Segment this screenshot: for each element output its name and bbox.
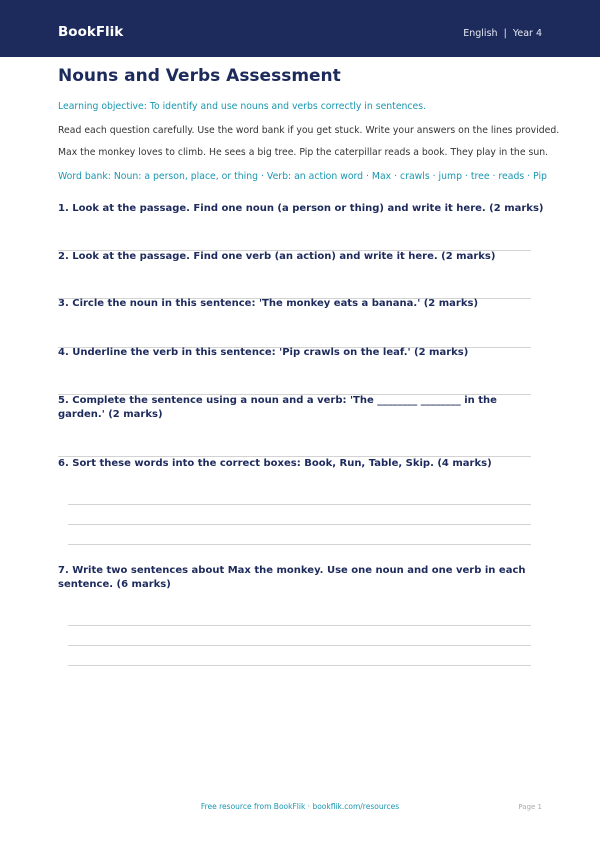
question-4: 4. Underline the verb in this sentence: 'Pip crawls on the leaf.' (2 marks) [58, 347, 469, 358]
answer-line[interactable] [68, 645, 531, 646]
reading-passage: Max the monkey loves to climb. He sees a big tree. Pip the caterpillar reads a book. They play in the sun. [58, 147, 549, 158]
answer-line[interactable] [68, 665, 531, 666]
answer-line[interactable] [68, 544, 531, 545]
question-3: 3. Circle the noun in this sentence: 'The monkey eats a banana.' (2 marks) [58, 298, 479, 309]
brand-logo-text: BookFlik [58, 24, 124, 40]
question-1: 1. Look at the passage. Find one noun (a person or thing) and write it here. (2 marks) [58, 203, 544, 214]
question-5: 5. Complete the sentence using a noun and a verb: 'The ________ ________ in the garden.' (2 marks) [58, 395, 497, 420]
question-2: 2. Look at the passage. Find one verb (an action) and write it here. (2 marks) [58, 251, 496, 262]
footer-credit: Free resource from BookFlik · bookflik.com/resources [200, 802, 400, 811]
answer-line[interactable] [68, 504, 531, 505]
word-bank: Word bank: Noun: a person, place, or thing · Verb: an action word · Max · crawls · jump · tree · reads · Pip [58, 171, 547, 182]
page-header [0, 0, 600, 57]
question-6: 6. Sort these words into the correct boxes: Book, Run, Table, Skip. (4 marks) [58, 458, 492, 469]
answer-line[interactable] [68, 625, 531, 626]
page-number: Page 1 [518, 803, 542, 811]
answer-line[interactable] [68, 524, 531, 525]
question-7: 7. Write two sentences about Max the monkey. Use one noun and one verb in each sentence. (6 marks) [58, 565, 526, 590]
instructions-text: Read each question carefully. Use the word bank if you get stuck. Write your answers on the lines provided. [58, 125, 560, 136]
subject-year-label: English | Year 4 [463, 28, 542, 39]
learning-objective: Learning objective: To identify and use nouns and verbs correctly in sentences. [58, 101, 427, 112]
worksheet-title: Nouns and Verbs Assessment [58, 66, 341, 86]
